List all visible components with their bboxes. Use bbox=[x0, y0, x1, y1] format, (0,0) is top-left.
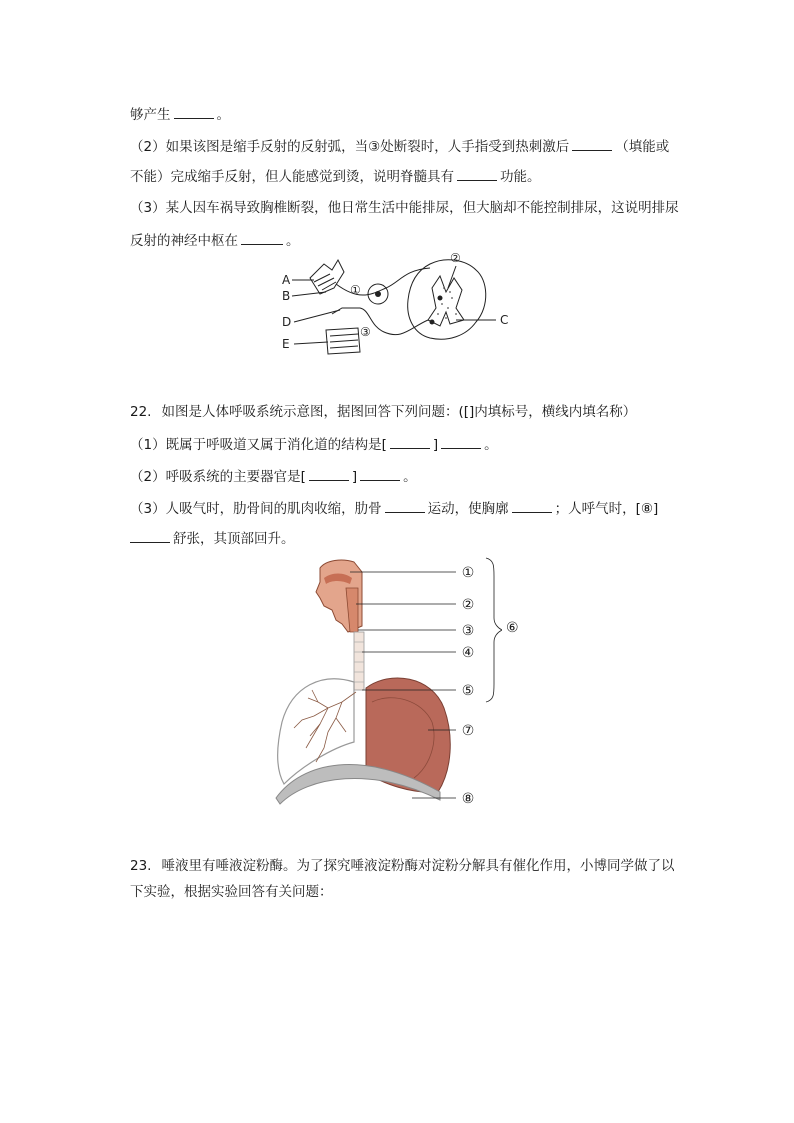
answer-blank[interactable] bbox=[241, 230, 283, 245]
q22-text: 。 bbox=[403, 469, 417, 485]
q23-line-2: 下实验，根据实验回答有关问题： bbox=[130, 884, 333, 900]
label-1: ① bbox=[350, 283, 361, 297]
q22-text: 舒张，其顶部回升。 bbox=[173, 531, 295, 547]
trachea bbox=[354, 632, 364, 690]
q22-stem-text: 如图是人体呼吸系统示意图，据图回答下列问题：([]内填标号，横线内填名称） bbox=[161, 404, 637, 420]
q22-text: （3）人吸气时，肋骨间的肌肉收缩，肋骨 bbox=[130, 501, 382, 517]
receptor-hatch bbox=[314, 274, 336, 290]
answer-blank[interactable] bbox=[572, 136, 612, 151]
q21-text: （填能或 bbox=[615, 139, 670, 155]
label-4: ④ bbox=[461, 645, 475, 661]
label-7: ⑦ bbox=[461, 723, 475, 739]
answer-blank[interactable] bbox=[309, 466, 349, 481]
q21-text: 够产生 bbox=[130, 107, 171, 123]
skin-receptor bbox=[310, 260, 344, 294]
q21-text: （2）如果该图是缩手反射的反射弧，当③处断裂时，人手指受到热刺激后 bbox=[130, 139, 570, 155]
leader-line bbox=[448, 266, 456, 288]
q22-text: （1）既属于呼吸道又属于消化道的结构是[ bbox=[130, 437, 387, 453]
q23-line-1 bbox=[130, 856, 674, 876]
label-B: B bbox=[282, 289, 291, 303]
q22-part-3 bbox=[130, 498, 658, 519]
answer-blank[interactable] bbox=[457, 166, 497, 181]
neuron-body bbox=[438, 296, 443, 301]
label-1: ① bbox=[461, 565, 475, 581]
q22-text: （2）呼吸系统的主要器官是[ bbox=[130, 469, 306, 485]
answer-blank[interactable] bbox=[512, 498, 552, 513]
q21-line-1 bbox=[130, 104, 230, 125]
label-2: ② bbox=[461, 597, 475, 613]
answer-blank[interactable] bbox=[174, 104, 214, 119]
reflex-arc-figure bbox=[280, 248, 520, 360]
label-3: ③ bbox=[360, 325, 371, 339]
q22-text: ] bbox=[351, 469, 358, 485]
leader-line bbox=[294, 342, 328, 344]
label-D: D bbox=[282, 315, 292, 329]
q22-text: ；人呼气时，[⑧] bbox=[554, 501, 659, 517]
q21-text: 不能）完成缩手反射，但人能感觉到烫，说明脊髓具有 bbox=[130, 169, 454, 185]
answer-blank[interactable] bbox=[130, 528, 170, 543]
spinal-cord bbox=[408, 260, 486, 339]
label-8: ⑧ bbox=[461, 791, 475, 807]
q23-text: 唾液里有唾液淀粉酶。为了探究唾液淀粉酶对淀粉分解具有催化作用，小博同学做了以 bbox=[161, 858, 675, 874]
answer-blank[interactable] bbox=[385, 498, 425, 513]
q21-text: 功能。 bbox=[500, 169, 541, 185]
q21-part-2 bbox=[130, 136, 669, 157]
question-number: 22. bbox=[130, 404, 152, 420]
label-A: A bbox=[282, 273, 291, 287]
label-6-outer: ⑥ bbox=[506, 620, 519, 636]
q21-part-2b bbox=[130, 166, 541, 187]
neuron-body bbox=[430, 320, 435, 325]
ganglion-body bbox=[375, 291, 381, 297]
q22-text: ] bbox=[432, 437, 439, 453]
question-number: 23. bbox=[130, 858, 152, 874]
label-E: E bbox=[282, 337, 290, 351]
q22-text: 运动，使胸廓 bbox=[427, 501, 509, 517]
label-2: ② bbox=[450, 251, 461, 265]
q21-text: 反射的神经中枢在 bbox=[130, 233, 238, 249]
q21-part-3b bbox=[130, 230, 300, 251]
muscle-hatch bbox=[330, 334, 358, 348]
q21-part-3: （3）某人因车祸导致胸椎断裂，他日常生活中能排尿，但大脑却不能控制排尿，这说明排尿 bbox=[130, 200, 679, 216]
label-C: C bbox=[500, 313, 509, 327]
label-5: ⑤ bbox=[461, 683, 475, 699]
q22-text: 。 bbox=[484, 437, 498, 453]
answer-blank[interactable] bbox=[390, 434, 430, 449]
q22-part-3b bbox=[130, 528, 295, 549]
leader-line bbox=[294, 310, 340, 322]
q22-part-1 bbox=[130, 434, 498, 455]
q21-text: 。 bbox=[286, 233, 300, 249]
label-3: ③ bbox=[461, 623, 475, 639]
q22-stem bbox=[130, 402, 636, 422]
efferent-nerve bbox=[332, 308, 428, 335]
respiratory-system-figure bbox=[262, 552, 502, 810]
answer-blank[interactable] bbox=[441, 434, 481, 449]
answer-blank[interactable] bbox=[360, 466, 400, 481]
q21-text: 。 bbox=[216, 107, 230, 123]
q22-part-2 bbox=[130, 466, 417, 487]
